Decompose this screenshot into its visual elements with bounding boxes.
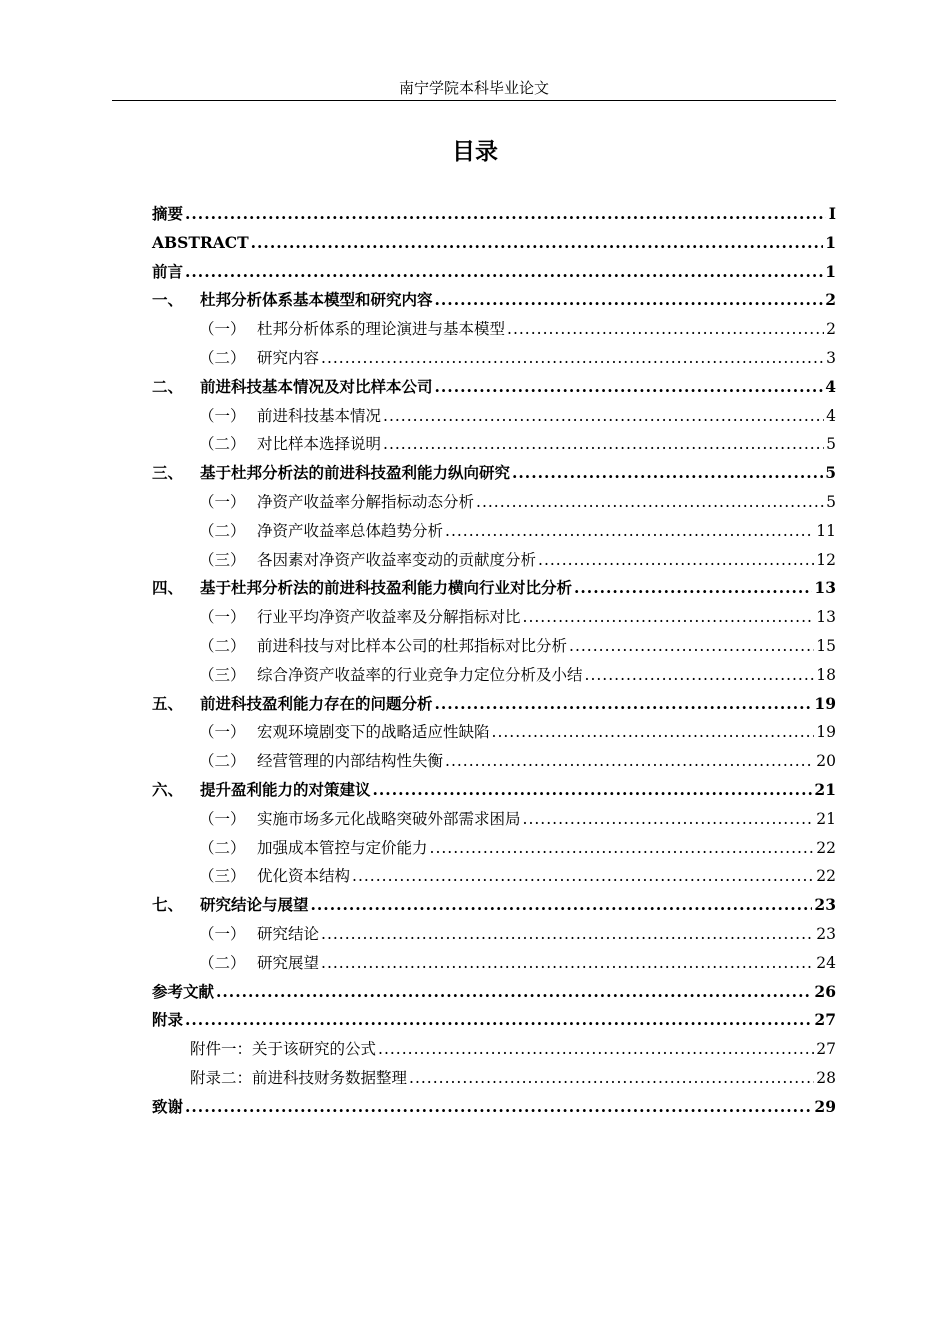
toc-entry[interactable]: [152, 1064, 836, 1093]
toc-leader-dots: [185, 1093, 812, 1122]
toc-leader-dots: [311, 891, 813, 920]
toc-entry-label: 研究结论: [257, 924, 320, 943]
toc-entry-label: 研究结论与展望: [200, 895, 309, 915]
toc-entry-number: （三）: [199, 665, 246, 684]
toc-entry[interactable]: [152, 517, 836, 546]
toc-entry-number: （二）: [199, 838, 246, 857]
toc-entry[interactable]: [152, 834, 836, 863]
toc-entry-label: 前进科技盈利能力存在的问题分析: [200, 693, 433, 713]
toc-entry[interactable]: [152, 402, 836, 431]
toc-leader-dots: [523, 805, 815, 834]
toc-entry-number: 四、: [152, 578, 184, 598]
toc-entry-page: 23: [814, 895, 836, 915]
toc-entry[interactable]: [152, 229, 836, 258]
toc-entry-number: （三）: [199, 550, 246, 569]
toc-leader-dots: [185, 200, 826, 229]
toc-entry-page: 5: [826, 492, 836, 511]
toc-entry-number: （一）: [199, 320, 246, 339]
toc-entry-page: 19: [814, 693, 836, 713]
toc-entry-label: 经营管理的内部结构性失衡: [257, 752, 444, 771]
toc-entry-page: 28: [816, 1068, 836, 1087]
toc-entry-page: 23: [816, 924, 836, 943]
toc-entry-label: 各因素对净资产收益率变动的贡献度分析: [257, 550, 537, 569]
toc-entry-number: 二、: [152, 376, 184, 396]
toc-leader-dots: [321, 344, 824, 373]
toc-entry-number: （二）: [199, 435, 246, 454]
toc-entry-label: 前进科技基本情况及对比样本公司: [200, 376, 433, 396]
toc-entry-page: 3: [826, 348, 836, 367]
toc-leader-dots: [445, 747, 814, 776]
toc-entry-label: 净资产收益率分解指标动态分析: [257, 492, 475, 511]
toc-entry-number: （一）: [199, 608, 246, 627]
toc-leader-dots: [383, 430, 824, 459]
toc-entry-page: 13: [816, 608, 836, 627]
toc-entry[interactable]: [152, 430, 836, 459]
toc-entry-label: 致谢: [152, 1096, 184, 1116]
toc-entry-number: 三、: [152, 463, 184, 483]
toc-leader-dots: [352, 862, 814, 891]
toc-leader-dots: [321, 920, 814, 949]
toc-leader-dots: [409, 1064, 814, 1093]
toc-leader-dots: [476, 488, 824, 517]
toc-leader-dots: [574, 574, 812, 603]
toc-entry[interactable]: [152, 1006, 836, 1035]
toc-entry-number: （一）: [199, 924, 246, 943]
toc-entry[interactable]: [152, 805, 836, 834]
toc-leader-dots: [373, 776, 813, 805]
toc-entry-number: （一）: [199, 723, 246, 742]
toc-leader-dots: [538, 546, 814, 575]
toc-entry[interactable]: [152, 258, 836, 287]
toc-entry[interactable]: [152, 920, 836, 949]
toc-entry-page: 1: [825, 232, 836, 252]
toc-entry-number: （二）: [199, 953, 246, 972]
toc-entry-label: 前进科技与对比样本公司的杜邦指标对比分析: [257, 636, 568, 655]
toc-leader-dots: [383, 402, 824, 431]
toc-entry-number: （二）: [199, 636, 246, 655]
toc-entry-page: 24: [816, 953, 836, 972]
toc-entry-page: 1: [825, 261, 836, 281]
toc-entry-page: 29: [814, 1096, 836, 1116]
toc-entry[interactable]: [152, 488, 836, 517]
toc-leader-dots: [216, 978, 812, 1007]
toc-entry[interactable]: [152, 1093, 836, 1122]
toc-entry-page: 18: [816, 665, 836, 684]
toc-entry[interactable]: [152, 776, 836, 805]
toc-entry-label: 摘要: [152, 204, 184, 223]
toc-entry[interactable]: [152, 286, 836, 315]
toc-entry[interactable]: [152, 661, 836, 690]
toc-leader-dots: [523, 603, 815, 632]
toc-leader-dots: [430, 834, 815, 863]
toc-entry-label: 优化资本结构: [257, 867, 351, 886]
toc-entry-page: 22: [816, 867, 836, 886]
toc-entry-page: 26: [814, 981, 836, 1001]
toc-entry-label: 提升盈利能力的对策建议: [200, 779, 371, 799]
toc-entry-page: 4: [825, 376, 836, 396]
toc-leader-dots: [445, 517, 814, 546]
toc-entry-label: 研究内容: [257, 348, 320, 367]
toc-entry-label: ABSTRACT: [152, 232, 249, 252]
toc-entry-page: 27: [814, 1010, 836, 1030]
toc-leader-dots: [585, 661, 815, 690]
toc-entry-label: 前进科技基本情况: [257, 406, 382, 425]
toc-entry[interactable]: [152, 315, 836, 344]
toc-entry-page: 5: [826, 435, 836, 454]
toc-entry-label: 前言: [152, 261, 184, 281]
toc-entry-label: 基于杜邦分析法的前进科技盈利能力纵向研究: [200, 463, 511, 483]
toc-entry[interactable]: [152, 718, 836, 747]
toc-leader-dots: [435, 690, 813, 719]
toc-entry-number: 一、: [152, 290, 184, 310]
toc-leader-dots: [507, 315, 824, 344]
table-of-contents: [152, 200, 836, 1122]
toc-entry-number: （一）: [199, 809, 246, 828]
toc-entry-label: 综合净资产收益率的行业竞争力定位分析及小结: [257, 665, 583, 684]
toc-entry[interactable]: [152, 978, 836, 1007]
toc-entry-label: 行业平均净资产收益率及分解指标对比: [257, 608, 521, 627]
toc-entry[interactable]: [152, 949, 836, 978]
toc-entry[interactable]: [152, 891, 836, 920]
toc-entry-page: 2: [825, 290, 836, 310]
toc-entry-label: 杜邦分析体系基本模型和研究内容: [200, 290, 433, 310]
toc-leader-dots: [435, 286, 824, 315]
toc-entry-page: 15: [816, 636, 836, 655]
toc-entry[interactable]: [152, 690, 836, 719]
toc-entry-number: （一）: [199, 406, 246, 425]
toc-entry-label: 研究展望: [257, 953, 320, 972]
toc-leader-dots: [492, 718, 815, 747]
toc-entry[interactable]: [152, 862, 836, 891]
toc-entry-number: （二）: [199, 348, 246, 367]
toc-leader-dots: [185, 258, 823, 287]
toc-entry-label: 附录: [152, 1010, 184, 1030]
toc-entry-page: 21: [814, 779, 836, 799]
toc-entry[interactable]: [152, 200, 836, 229]
toc-entry-label: 基于杜邦分析法的前进科技盈利能力横向行业对比分析: [200, 578, 573, 598]
toc-leader-dots: [569, 632, 814, 661]
toc-entry-label: 实施市场多元化战略突破外部需求困局: [257, 809, 521, 828]
page-title: 目录: [452, 139, 498, 165]
toc-leader-dots: [321, 949, 814, 978]
toc-entry[interactable]: [152, 344, 836, 373]
page-header: 南宁学院本科毕业论文: [112, 76, 836, 101]
toc-entry-page: 2: [826, 320, 836, 339]
toc-entry-page: 27: [816, 1040, 836, 1059]
toc-entry[interactable]: [152, 459, 836, 488]
toc-entry-page: 5: [825, 463, 836, 483]
toc-entry[interactable]: [152, 747, 836, 776]
toc-entry-page: 11: [816, 521, 836, 540]
toc-entry[interactable]: [152, 632, 836, 661]
toc-entry-number: （一）: [199, 492, 246, 511]
toc-entry-label: 杜邦分析体系的理论演进与基本模型: [257, 320, 506, 339]
toc-leader-dots: [512, 459, 823, 488]
toc-entry[interactable]: [152, 1035, 836, 1064]
toc-entry-page: 19: [816, 723, 836, 742]
toc-entry-number: 六、: [152, 779, 184, 799]
toc-entry-page: 22: [816, 838, 836, 857]
toc-entry-page: 13: [814, 578, 836, 598]
toc-entry-number: 五、: [152, 693, 184, 713]
toc-entry[interactable]: [152, 373, 836, 402]
toc-entry[interactable]: [152, 574, 836, 603]
toc-entry-page: I: [828, 204, 836, 223]
toc-entry-label: 宏观环境剧变下的战略适应性缺陷: [257, 723, 490, 742]
toc-entry-number: （二）: [199, 521, 246, 540]
toc-entry-number: 七、: [152, 895, 184, 915]
toc-entry-label: 附录二：前进科技财务数据整理: [190, 1068, 408, 1087]
toc-leader-dots: [185, 1006, 812, 1035]
toc-entry[interactable]: [152, 546, 836, 575]
toc-entry-page: 20: [816, 752, 836, 771]
toc-entry-page: 4: [826, 406, 836, 425]
toc-entry-label: 附件一：关于该研究的公式: [190, 1040, 377, 1059]
toc-entry-label: 加强成本管控与定价能力: [257, 838, 428, 857]
toc-leader-dots: [378, 1035, 814, 1064]
toc-entry-label: 参考文献: [152, 981, 215, 1001]
toc-entry[interactable]: [152, 603, 836, 632]
toc-entry-number: （二）: [199, 752, 246, 771]
toc-entry-page: 12: [816, 550, 836, 569]
toc-entry-number: （三）: [199, 867, 246, 886]
toc-entry-page: 21: [816, 809, 836, 828]
toc-leader-dots: [435, 373, 824, 402]
toc-entry-label: 对比样本选择说明: [257, 435, 382, 454]
toc-leader-dots: [251, 229, 824, 258]
toc-entry-label: 净资产收益率总体趋势分析: [257, 521, 444, 540]
